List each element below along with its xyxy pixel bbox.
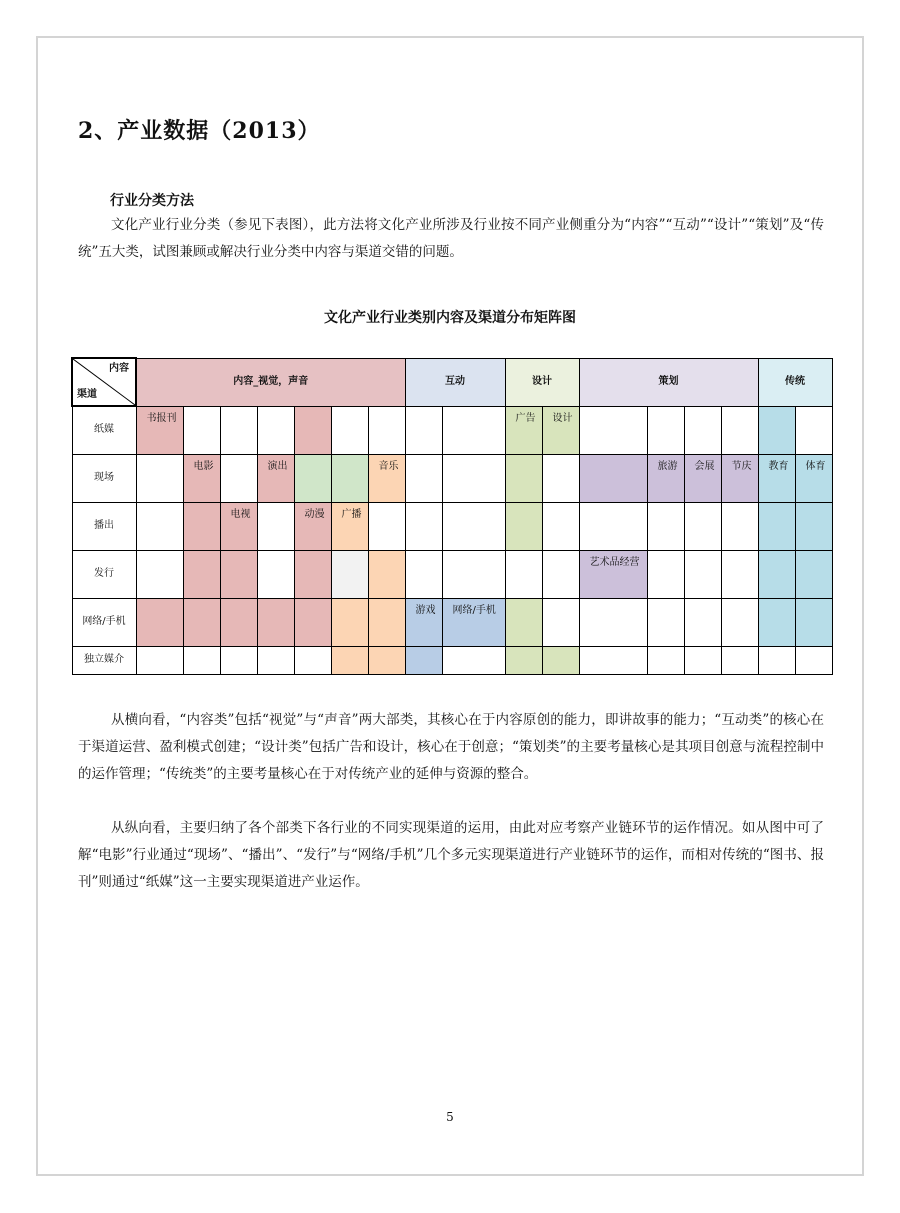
- matrix-row-print: [72, 406, 832, 454]
- matrix-cell: [220, 454, 257, 502]
- matrix-cell: [331, 646, 368, 674]
- matrix-cell: [721, 598, 758, 646]
- matrix-cell: [294, 598, 331, 646]
- matrix-cell: [183, 598, 220, 646]
- matrix-cell: [183, 550, 220, 598]
- section-title: 2、产业数据（2013）: [78, 118, 321, 144]
- category-content: 内容_视觉，声音: [136, 358, 405, 406]
- matrix-row-broadcast: [72, 502, 832, 550]
- matrix-header-row: [72, 358, 832, 406]
- horizontal-analysis-paragraph: 从横向看，“内容类”包括“视觉”与“声音”两大部类，其核心在于内容原创的能力，即讲故事的能力；“互动类”的核心在于渠道运营、盈利模式创建；“设计类”包括广告和设计，核心在于创意；“策划类”的主要考量核心是其项目创意与流程控制中的运作管理；“传统类”的主要考量核心在于对传统产业的延伸与资源的整合。: [78, 712, 824, 782]
- matrix-cell: [405, 502, 442, 550]
- cell-exhibition: 会展: [684, 454, 721, 502]
- matrix-cell: [505, 598, 542, 646]
- page-number: 5: [446, 1110, 454, 1124]
- matrix-cell: [220, 646, 257, 674]
- matrix-cell: [331, 406, 368, 454]
- cell-art-trade: 艺术品经营: [579, 550, 647, 598]
- matrix-cell: [542, 502, 579, 550]
- matrix-cell: [405, 646, 442, 674]
- cell-advertising: 广告: [505, 406, 542, 454]
- matrix-cell: [579, 502, 647, 550]
- matrix-row-independent-media: [72, 646, 832, 674]
- matrix-cell: [368, 646, 405, 674]
- matrix-cell: [442, 646, 505, 674]
- matrix-cell: [647, 598, 684, 646]
- matrix-cell: [505, 502, 542, 550]
- matrix-row-distribution: [72, 550, 832, 598]
- matrix-cell: [647, 646, 684, 674]
- cell-festival: 节庆: [721, 454, 758, 502]
- matrix-cell: [442, 502, 505, 550]
- matrix-cell: [795, 550, 832, 598]
- matrix-cell: [647, 406, 684, 454]
- matrix-cell: [368, 502, 405, 550]
- matrix-cell: [758, 550, 795, 598]
- cell-radio: 广播: [331, 502, 368, 550]
- category-traditional: 传统: [758, 358, 832, 406]
- row-label-broadcast: 播出: [72, 502, 136, 550]
- category-planning: 策划: [579, 358, 758, 406]
- matrix-cell: [183, 406, 220, 454]
- matrix-cell: [136, 646, 183, 674]
- matrix-cell: [579, 406, 647, 454]
- row-label-independent-media: 独立媒介: [72, 646, 136, 674]
- matrix-cell: [136, 454, 183, 502]
- matrix-cell: [257, 598, 294, 646]
- matrix-cell: [405, 406, 442, 454]
- matrix-cell: [136, 502, 183, 550]
- cell-games: 游戏: [405, 598, 442, 646]
- cell-design: 设计: [542, 406, 579, 454]
- matrix-cell: [257, 406, 294, 454]
- matrix-cell: [368, 406, 405, 454]
- cell-sports: 体育: [795, 454, 832, 502]
- row-label-network-mobile: 网络/手机: [72, 598, 136, 646]
- cell-tv: 电视: [220, 502, 257, 550]
- matrix-cell: [294, 406, 331, 454]
- matrix-cell: [542, 646, 579, 674]
- corner-label-content: 内容: [109, 363, 129, 374]
- matrix-cell: [721, 502, 758, 550]
- matrix-cell: [579, 646, 647, 674]
- matrix-cell: [721, 406, 758, 454]
- matrix-cell: [795, 406, 832, 454]
- matrix-cell: [721, 550, 758, 598]
- cell-music: 音乐: [368, 454, 405, 502]
- matrix-cell: [684, 646, 721, 674]
- matrix-cell: [368, 550, 405, 598]
- matrix-cell: [684, 550, 721, 598]
- matrix-cell: [183, 502, 220, 550]
- matrix-corner-cell: [72, 358, 136, 406]
- matrix-cell: [405, 550, 442, 598]
- matrix-row-live: [72, 454, 832, 502]
- vertical-analysis-paragraph: 从纵向看，主要归纳了各个部类下各行业的不同实现渠道的运用，由此对应考察产业链环节的运作情况。如从图中可了解“电影”行业通过“现场”、“播出”、“发行”与“网络/手机”几个多元实现渠道进行产业链环节的运作，而相对传统的“图书、报刊”则通过“纸媒”这一主要实现渠道进产业运作。: [78, 820, 824, 890]
- matrix-cell: [505, 454, 542, 502]
- matrix-cell: [220, 406, 257, 454]
- matrix-cell: [647, 502, 684, 550]
- matrix-cell: [368, 598, 405, 646]
- matrix-cell: [405, 454, 442, 502]
- row-label-distribution: 发行: [72, 550, 136, 598]
- matrix-cell: [257, 502, 294, 550]
- cell-film: 电影: [183, 454, 220, 502]
- cell-books-newspapers: 书报刊: [136, 406, 183, 454]
- cell-network-mobile: 网络/手机: [442, 598, 505, 646]
- matrix-cell: [542, 550, 579, 598]
- matrix-cell: [331, 598, 368, 646]
- matrix-title: 文化产业行业类别内容及渠道分布矩阵图: [324, 310, 576, 326]
- matrix-cell: [505, 646, 542, 674]
- matrix-cell: [795, 502, 832, 550]
- matrix-row-network-mobile: [72, 598, 832, 646]
- matrix-cell: [331, 550, 368, 598]
- matrix-cell: [220, 598, 257, 646]
- matrix-cell: [442, 454, 505, 502]
- matrix-cell: [684, 598, 721, 646]
- matrix-cell: [795, 598, 832, 646]
- cell-animation: 动漫: [294, 502, 331, 550]
- matrix-cell: [684, 406, 721, 454]
- matrix-cell: [442, 406, 505, 454]
- matrix-cell: [220, 550, 257, 598]
- cell-tourism: 旅游: [647, 454, 684, 502]
- matrix-cell: [294, 454, 331, 502]
- matrix-cell: [758, 406, 795, 454]
- matrix-cell: [331, 454, 368, 502]
- matrix-cell: [579, 454, 647, 502]
- cell-performance: 演出: [257, 454, 294, 502]
- matrix-cell: [542, 454, 579, 502]
- matrix-cell: [758, 502, 795, 550]
- matrix-cell: [442, 550, 505, 598]
- matrix-cell: [294, 646, 331, 674]
- matrix-cell: [542, 598, 579, 646]
- category-design: 设计: [505, 358, 579, 406]
- matrix-cell: [758, 646, 795, 674]
- intro-paragraph: 文化产业行业分类（参见下表图），此方法将文化产业所涉及行业按不同产业侧重分为“内容”“互动”“设计”“策划”及“传统”五大类，试图兼顾或解决行业分类中内容与渠道交错的问题。: [78, 217, 824, 260]
- matrix-cell: [136, 598, 183, 646]
- corner-label-channel: 渠道: [77, 389, 97, 400]
- subheading: 行业分类方法: [110, 193, 194, 209]
- industry-matrix-table: [71, 357, 833, 675]
- matrix-cell: [795, 646, 832, 674]
- matrix-cell: [183, 646, 220, 674]
- matrix-cell: [684, 502, 721, 550]
- row-label-print: 纸媒: [72, 406, 136, 454]
- cell-education: 教育: [758, 454, 795, 502]
- matrix-cell: [294, 550, 331, 598]
- matrix-cell: [647, 550, 684, 598]
- row-label-live: 现场: [72, 454, 136, 502]
- matrix-cell: [257, 646, 294, 674]
- matrix-cell: [579, 598, 647, 646]
- matrix-cell: [257, 550, 294, 598]
- category-interactive: 互动: [405, 358, 505, 406]
- matrix-cell: [505, 550, 542, 598]
- matrix-cell: [136, 550, 183, 598]
- matrix-cell: [758, 598, 795, 646]
- matrix-cell: [721, 646, 758, 674]
